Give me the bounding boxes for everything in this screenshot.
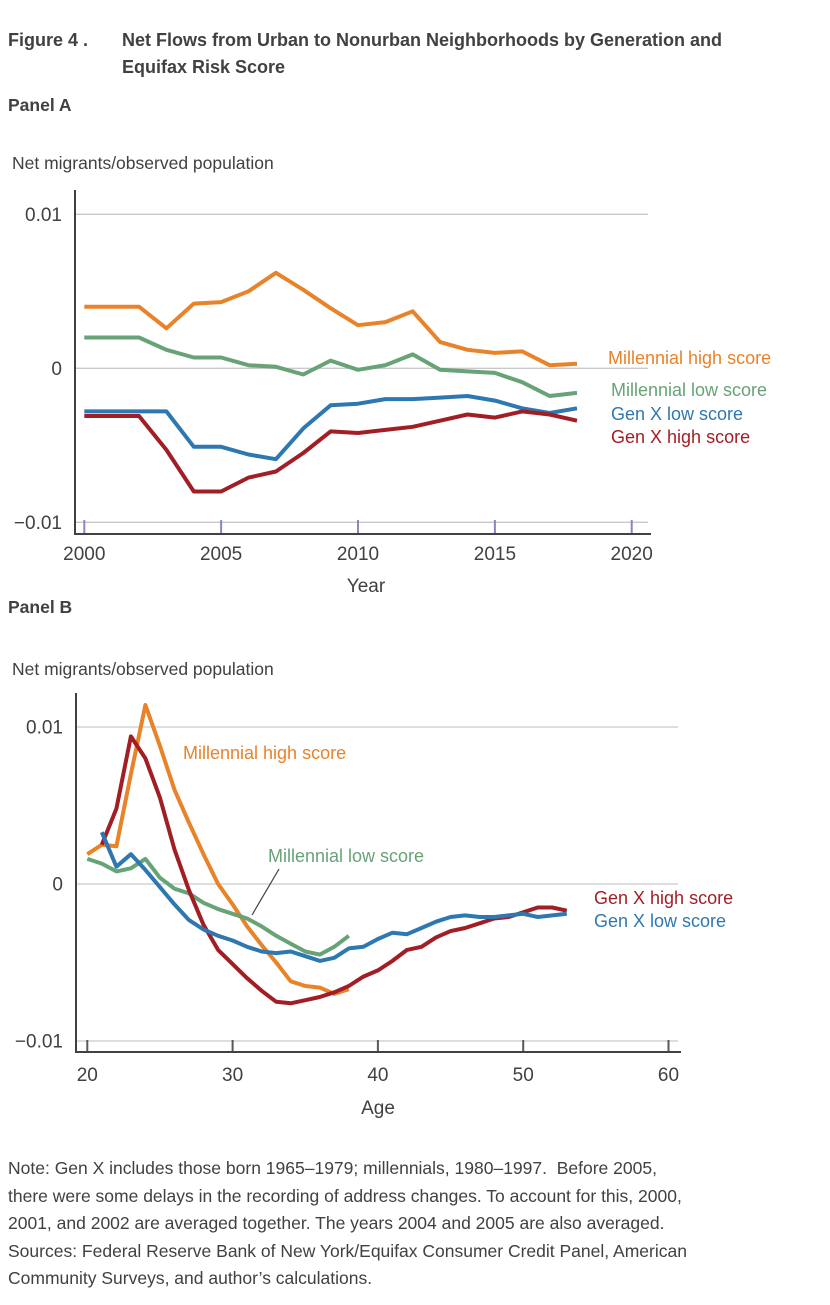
figure-title-line-2: Equifax Risk Score — [122, 57, 286, 77]
millennial-low-score-line — [84, 338, 577, 397]
y-tick-label: 0.01 — [25, 204, 62, 226]
gen-x-high-score-legend-label: Gen X high score — [611, 427, 751, 447]
panel-b-x-axis-title: Age — [361, 1098, 395, 1119]
note-text — [8, 1155, 828, 1293]
gen-x-high-score-legend-label: Gen X high score — [594, 888, 734, 908]
y-tick-label: −0.01 — [13, 512, 62, 534]
note-line: Community Surveys, and author’s calculations. — [8, 1268, 373, 1288]
millennial-high-score-legend-label: Millennial high score — [183, 743, 347, 763]
note-line: there were some delays in the recording of address changes. To account for this, 2000, — [8, 1185, 682, 1206]
y-tick-label: 0 — [51, 358, 62, 380]
x-tick-label: 2015 — [473, 544, 517, 565]
note-line: Note: Gen X includes those born 1965–1979; millennials, 1980–1997. Before 2005, — [8, 1158, 657, 1178]
gen-x-low-score-legend-label: Gen X low score — [611, 404, 744, 424]
x-tick-label: 2005 — [199, 544, 243, 565]
y-tick-label: −0.01 — [14, 1031, 63, 1053]
panel-a-x-axis-title: Year — [346, 576, 386, 597]
millennial-high-score-line — [84, 273, 577, 365]
note-line: Sources: Federal Reserve Bank of New York/Equifax Consumer Credit Panel, American — [8, 1240, 687, 1261]
callout-line — [252, 869, 279, 915]
panel-b-label: Panel B — [8, 597, 73, 617]
x-tick-label: 60 — [657, 1065, 680, 1086]
y-tick-label: 0.01 — [26, 717, 63, 739]
panel-a-label: Panel A — [8, 95, 72, 115]
x-tick-label: 40 — [367, 1065, 389, 1086]
millennial-low-score-legend-label: Millennial low score — [611, 380, 768, 400]
x-tick-label: 2020 — [610, 544, 653, 565]
gen-x-high-score-line — [84, 411, 577, 491]
x-tick-label: 50 — [512, 1065, 534, 1086]
x-tick-label: 2010 — [336, 544, 380, 565]
gen-x-low-score-legend-label: Gen X low score — [594, 911, 727, 931]
panel-a-y-axis-title: Net migrants/observed population — [12, 153, 274, 173]
figure-number: Figure 4 . — [8, 30, 89, 50]
millennial-high-score-legend-label: Millennial high score — [608, 348, 772, 368]
gen-x-low-score-line — [84, 396, 577, 459]
panel-b-y-axis-title: Net migrants/observed population — [12, 659, 274, 679]
panel-b-plot — [15, 693, 733, 1119]
panel-a-plot — [14, 190, 771, 597]
figure-title-line-1: Net Flows from Urban to Nonurban Neighborhoods by Generation and — [122, 30, 723, 50]
y-tick-label: 0 — [52, 874, 63, 896]
millennial-low-score-line — [87, 859, 349, 955]
x-tick-label: 20 — [76, 1065, 98, 1086]
note-line: 2001, and 2002 are averaged together. The years 2004 and 2005 are also averaged. — [8, 1213, 665, 1233]
x-tick-label: 30 — [222, 1065, 244, 1086]
x-tick-label: 2000 — [63, 544, 106, 565]
millennial-low-score-legend-label: Millennial low score — [268, 846, 425, 866]
